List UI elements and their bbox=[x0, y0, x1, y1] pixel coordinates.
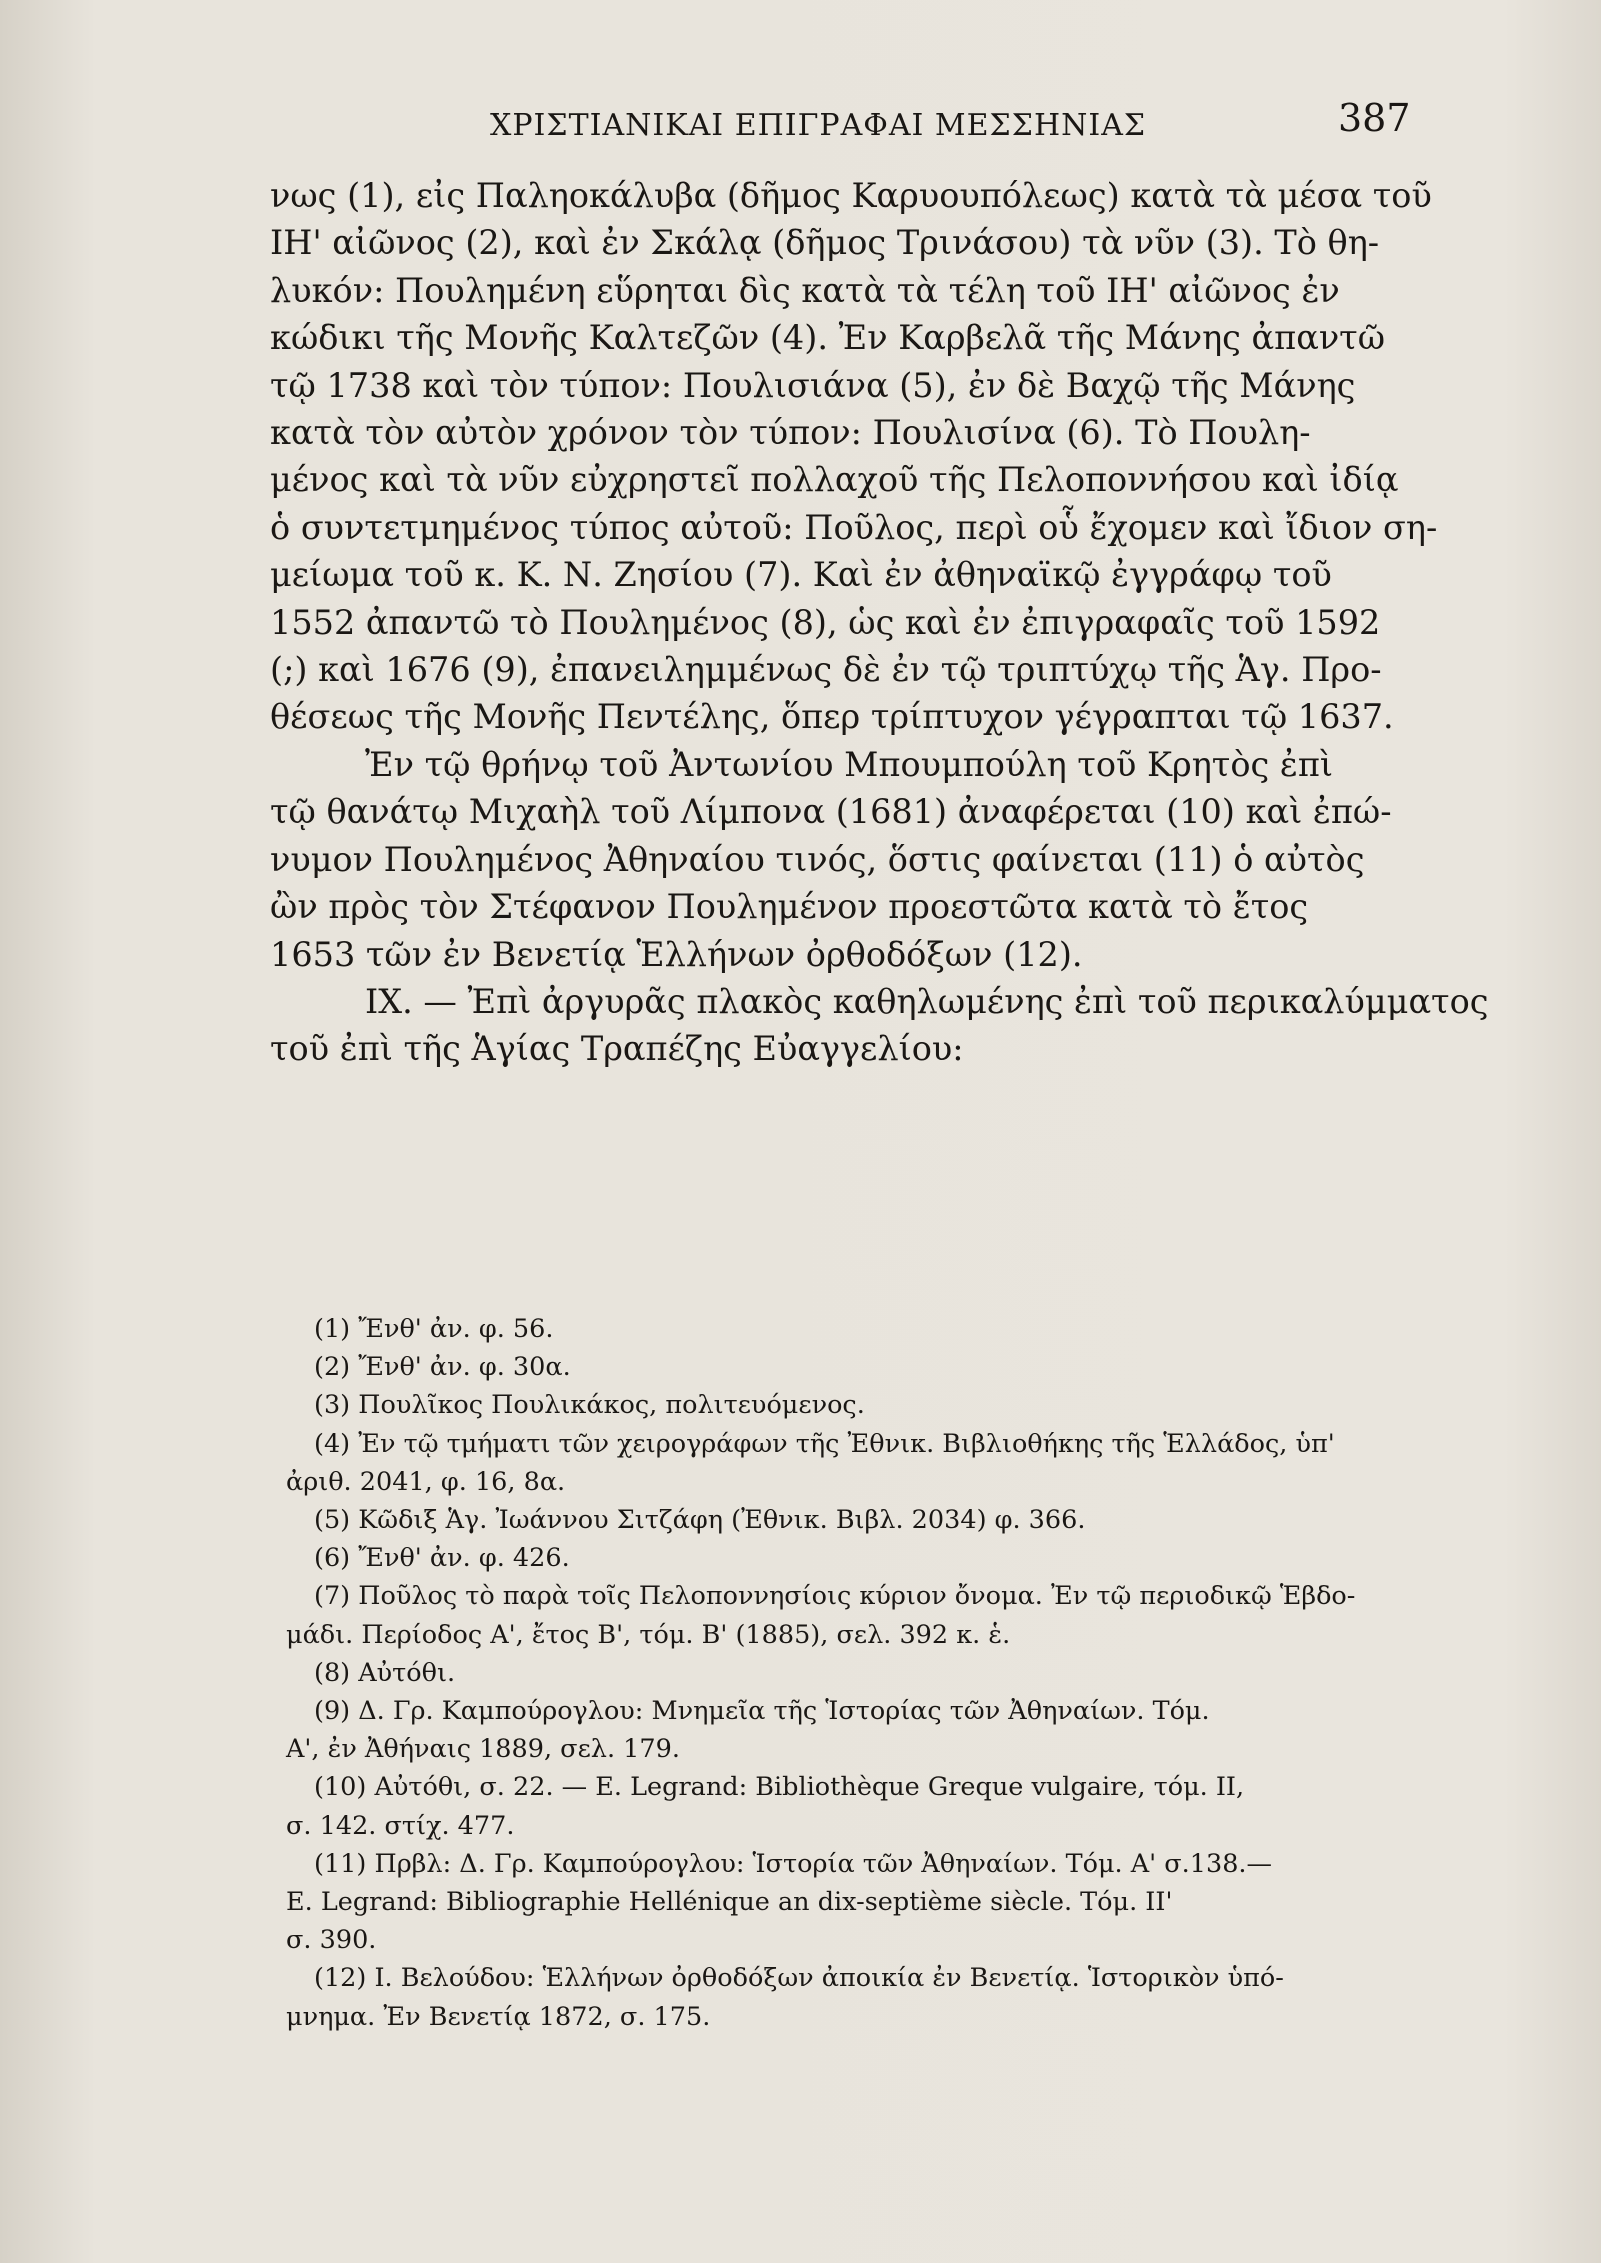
footnote-line: (3) Πουλῖκος Πουλικάκος, πολιτευόμενος. bbox=[314, 1390, 865, 1421]
footnote-line: σ. 142. στίχ. 477. bbox=[286, 1810, 515, 1841]
text-line: κατὰ τὸν αὐτὸν χρόνον τὸν τύπον: Πουλισίνα (6). Τὸ Πουλη- bbox=[270, 413, 1311, 453]
footnote-line: (9) Δ. Γρ. Καμπούρογλου: Μνημεῖα τῆς Ἱστορίας τῶν Ἀθηναίων. Τόμ. bbox=[314, 1696, 1210, 1727]
footnote-line: (11) Πρβλ: Δ. Γρ. Καμπούρογλου: Ἱστορία τῶν Ἀθηναίων. Τόμ. Α' σ.138.— bbox=[314, 1848, 1273, 1879]
text-line: μένος καὶ τὰ νῦν εὐχρηστεῖ πολλαχοῦ τῆς Πελοποννήσου καὶ ἰδίᾳ bbox=[270, 460, 1399, 500]
footnote-line: (6) Ἔνθ' ἀν. φ. 426. bbox=[314, 1543, 570, 1574]
footnote-line: E. Legrand: Bibliographie Hellénique an dix-septième siècle. Τόμ. II' bbox=[286, 1887, 1173, 1918]
footnote-line: (10) Αὐτόθι, σ. 22. — E. Legrand: Bibliothèque Greque vulgaire, τόμ. II, bbox=[314, 1772, 1245, 1803]
footnotes bbox=[286, 1310, 1461, 2036]
text-line: θέσεως τῆς Μονῆς Πεντέλης, ὅπερ τρίπτυχον γέγραπται τῷ 1637. bbox=[270, 697, 1394, 737]
text-line: τῷ 1738 καὶ τὸν τύπον: Πουλισιάνα (5), ἐν δὲ Βαχῷ τῆς Μάνης bbox=[270, 365, 1356, 405]
footnote-line: μνημα. Ἐν Βενετίᾳ 1872, σ. 175. bbox=[286, 2001, 711, 2032]
text-line: 1552 ἀπαντῶ τὸ Πουλημένος (8), ὡς καὶ ἐν ἐπιγραφαῖς τοῦ 1592 bbox=[270, 602, 1381, 642]
page-number: 387 bbox=[1338, 96, 1411, 140]
text-line: 1653 τῶν ἐν Βενετίᾳ Ἑλλήνων ὀρθοδόξων (12). bbox=[270, 934, 1083, 974]
footnote-line: μάδι. Περίοδος Α', ἔτος Β', τόμ. Β' (1885), σελ. 392 κ. ἑ. bbox=[286, 1619, 1011, 1650]
footnote-line: (7) Ποῦλος τὸ παρὰ τοῖς Πελοποννησίοις κύριον ὄνομα. Ἐν τῷ περιοδικῷ Ἑβδο- bbox=[314, 1581, 1356, 1612]
footnote-line: Α', ἐν Ἀθήναις 1889, σελ. 179. bbox=[286, 1734, 680, 1765]
footnote-line: (1) Ἔνθ' ἀν. φ. 56. bbox=[314, 1314, 554, 1344]
text-line: τῷ θανάτῳ Μιχαὴλ τοῦ Λίμπονα (1681) ἀναφέρεται (10) καὶ ἐπώ- bbox=[270, 792, 1392, 832]
footnote-line: ἀριθ. 2041, φ. 16, 8α. bbox=[286, 1466, 566, 1497]
footnote-line: (2) Ἔνθ' ἀν. φ. 30α. bbox=[314, 1352, 571, 1383]
running-title: ΧΡΙΣΤΙΑΝΙΚΑΙ ΕΠΙΓΡΑΦΑΙ ΜΕΣΣΗΝΙΑΣ bbox=[490, 108, 1147, 143]
text-line: νυμον Πουλημένος Ἀθηναίου τινός, ὅστις φαίνεται (11) ὁ αὐτὸς bbox=[270, 839, 1365, 879]
text-line: ὁ συντετμημένος τύπος αὐτοῦ: Ποῦλος, περὶ οὗ ἔχομεν καὶ ἴδιον ση- bbox=[270, 507, 1438, 547]
text-line: (;) καὶ 1676 (9), ἐπανειλημμένως δὲ ἐν τῷ τριπτύχῳ τῆς Ἁγ. Προ- bbox=[270, 650, 1382, 690]
text-line: ΙΗ' αἰῶνος (2), καὶ ἐν Σκάλᾳ (δῆμος Τρινάσου) τὰ νῦν (3). Τὸ θη- bbox=[270, 223, 1380, 263]
text-line: τοῦ ἐπὶ τῆς Ἁγίας Τραπέζης Εὐαγγελίου: bbox=[270, 1029, 964, 1069]
text-line: νως (1), εἰς Παληοκάλυβα (δῆμος Καρυουπόλεως) κατὰ τὰ μέσα τοῦ bbox=[270, 176, 1432, 215]
main-text bbox=[270, 172, 1489, 1073]
footnote-line: (8) Αὐτόθι. bbox=[314, 1657, 456, 1688]
section-heading-line: ΙΧ. — Ἐπὶ ἀργυρᾶς πλακὸς καθηλωμένης ἐπὶ τοῦ περικαλύμματος bbox=[365, 981, 1489, 1021]
footnote-line: (4) Ἐν τῷ τμήματι τῶν χειρογράφων τῆς Ἐθνικ. Βιβλιοθήκης τῆς Ἑλλάδος, ὑπ' bbox=[314, 1428, 1335, 1459]
footnote-line: (5) Κῶδιξ Ἁγ. Ἰωάννου Σιτζάφη (Ἐθνικ. Βιβλ. 2034) φ. 366. bbox=[314, 1505, 1086, 1536]
paragraph-start-line: Ἐν τῷ θρήνῳ τοῦ Ἀντωνίου Μπουμπούλη τοῦ Κρητὸς ἐπὶ bbox=[365, 744, 1334, 784]
text-line: λυκόν: Πουλημένη εὕρηται δὶς κατὰ τὰ τέλη τοῦ ΙΗ' αἰῶνος ἐν bbox=[270, 270, 1340, 310]
text-line: ὢν πρὸς τὸν Στέφανον Πουλημένον προεστῶτα κατὰ τὸ ἔτος bbox=[270, 887, 1309, 927]
footnote-line: σ. 390. bbox=[286, 1925, 377, 1956]
text-line: μείωμα τοῦ κ. Κ. Ν. Ζησίου (7). Καὶ ἐν ἀθηναϊκῷ ἐγγράφῳ τοῦ bbox=[270, 555, 1332, 595]
text-line: κώδικι τῆς Μονῆς Καλτεζῶν (4). Ἐν Καρβελᾶ τῆς Μάνης ἀπαντῶ bbox=[270, 318, 1386, 358]
footnote-line: (12) Ι. Βελούδου: Ἑλλήνων ὀρθοδόξων ἀποικία ἐν Βενετίᾳ. Ἱστορικὸν ὑπό- bbox=[314, 1963, 1284, 1994]
